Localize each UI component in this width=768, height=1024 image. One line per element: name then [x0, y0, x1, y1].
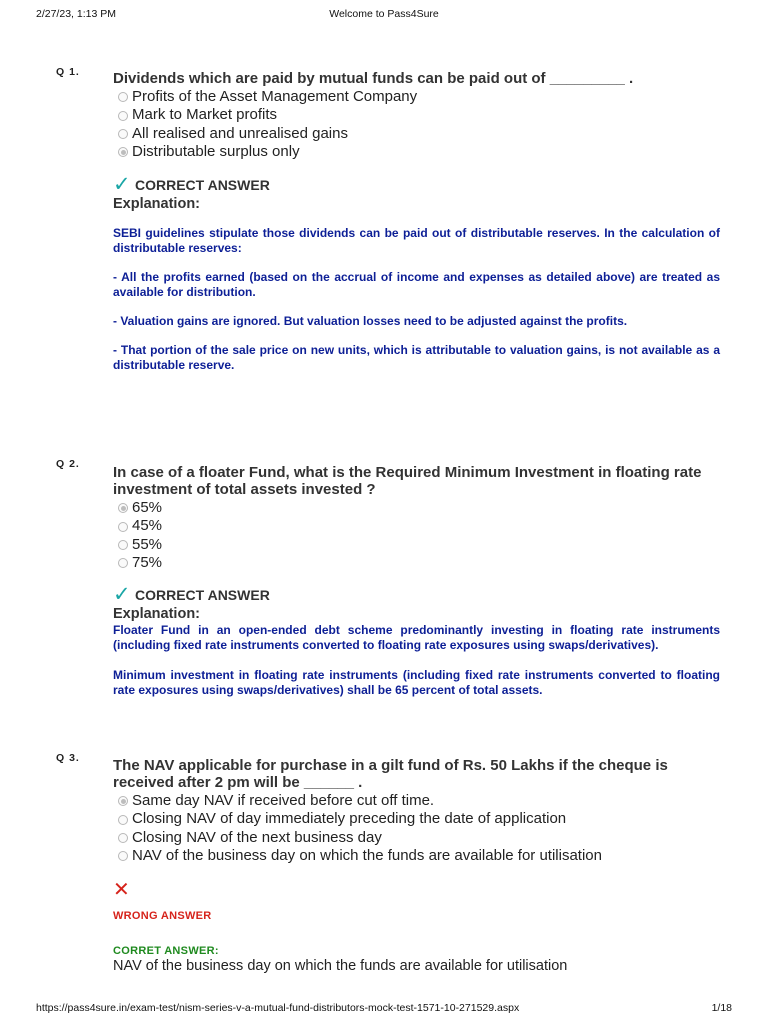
checkmark-icon: ✓: [113, 172, 131, 196]
radio-button-icon[interactable]: [118, 92, 128, 102]
explanation-heading: Explanation:: [113, 195, 201, 212]
print-page-title: Welcome to Pass4Sure: [329, 8, 439, 20]
radio-button-icon[interactable]: [118, 851, 128, 861]
print-header: [36, 8, 732, 24]
page-number: 1/18: [711, 1002, 732, 1014]
result-block: [113, 172, 720, 373]
radio-button-icon[interactable]: [118, 522, 128, 532]
radio-button-icon[interactable]: [118, 796, 128, 806]
option-1[interactable]: [118, 792, 720, 810]
option-2[interactable]: [118, 106, 720, 124]
explanation-paragraph: - Valuation gains are ignored. But valuation losses need to be adjusted against the profits.: [113, 313, 628, 328]
wrong-answer-label: WRONG ANSWER: [113, 909, 212, 922]
explanation-heading: Explanation:: [113, 605, 201, 622]
explanation-paragraph: Floater Fund in an open-ended debt scheme predominantly investing in floating rate instruments (including fixed rate instruments converted to floating rate exposures using swaps/derivatives).: [113, 622, 720, 652]
checkmark-icon: ✓: [113, 582, 131, 606]
option-label: Closing NAV of the next business day: [132, 828, 382, 846]
explanation-paragraph: Minimum investment in floating rate instruments (including fixed rate instruments converted to floating rate exposures using swaps/derivatives) shall be 65 percent of total assets.: [113, 667, 720, 697]
option-label: 55%: [132, 535, 163, 553]
question-text: Dividends which are paid by mutual funds can be paid out of _________ .: [113, 70, 634, 87]
result-block: [113, 582, 720, 698]
print-datetime: 2/27/23, 1:13 PM: [36, 8, 116, 20]
correct-answer-label: CORRECT ANSWER: [135, 176, 270, 193]
option-3[interactable]: [118, 536, 720, 554]
result-block: [113, 880, 720, 975]
explanation-paragraph: - All the profits earned (based on the accrual of income and expenses as detailed above) are treated as available for distribution.: [113, 269, 720, 299]
option-4[interactable]: [118, 554, 720, 572]
correct-answer-indicator: [113, 582, 720, 606]
option-label: Profits of the Asset Management Company: [132, 88, 418, 105]
explanation-paragraph: SEBI guidelines stipulate those dividends can be paid out of distributable reserves. In the calculation of distributable reserves:: [113, 225, 720, 255]
radio-button-icon[interactable]: [118, 111, 128, 121]
correct-answer-heading: CORRET ANSWER:: [113, 944, 219, 957]
option-label: All realised and unrealised gains: [132, 124, 348, 142]
print-footer: [36, 1002, 732, 1018]
question-text: In case of a floater Fund, what is the Required Minimum Investment in floating rate investment of total assets invested ?: [113, 464, 702, 498]
option-3[interactable]: [118, 125, 720, 143]
option-label: Closing NAV of day immediately preceding the date of application: [132, 810, 567, 828]
answer-options: [118, 792, 720, 866]
radio-button-icon[interactable]: [118, 558, 128, 568]
option-label: NAV of the business day on which the funds are available for utilisation: [132, 847, 602, 865]
option-label: Same day NAV if received before cut off time.: [132, 792, 435, 809]
option-4[interactable]: [118, 847, 720, 865]
option-1[interactable]: [118, 499, 720, 517]
correct-answer-indicator: [113, 172, 720, 196]
option-2[interactable]: [118, 517, 720, 535]
radio-button-icon[interactable]: [118, 147, 128, 157]
explanation-paragraph: - That portion of the sale price on new units, which is attributable to valuation gains, is not available as a distributable reserve.: [113, 342, 720, 372]
option-label: 45%: [132, 517, 163, 535]
answer-options: [118, 88, 720, 162]
print-url: https://pass4sure.in/exam-test/nism-series-v-a-mutual-fund-distributors-mock-test-1571-10-271529.aspx: [36, 1002, 520, 1014]
question-1: [56, 66, 720, 373]
radio-button-icon[interactable]: [118, 540, 128, 550]
answer-options: [118, 499, 720, 573]
question-number: Q 2.: [56, 458, 80, 470]
radio-button-icon[interactable]: [118, 833, 128, 843]
correct-answer-text: NAV of the business day on which the funds are available for utilisation: [113, 957, 568, 974]
option-3[interactable]: [118, 829, 720, 847]
question-3: [56, 752, 720, 975]
question-number: Q 3.: [56, 752, 80, 764]
question-number: Q 1.: [56, 66, 80, 78]
option-4[interactable]: [118, 143, 720, 161]
option-1[interactable]: [118, 88, 720, 106]
radio-button-icon[interactable]: [118, 815, 128, 825]
option-label: Distributable surplus only: [132, 143, 300, 161]
correct-answer-label: CORRECT ANSWER: [135, 586, 270, 603]
option-label: 65%: [132, 499, 163, 516]
option-label: 75%: [132, 554, 163, 572]
cross-icon: ✕: [113, 878, 130, 901]
radio-button-icon[interactable]: [118, 129, 128, 139]
option-2[interactable]: [118, 810, 720, 828]
question-text: The NAV applicable for purchase in a gilt fund of Rs. 50 Lakhs if the cheque is received after 2 pm will be ______ .: [113, 757, 668, 791]
option-label: Mark to Market profits: [132, 106, 278, 124]
question-2: [56, 458, 720, 698]
radio-button-icon[interactable]: [118, 503, 128, 513]
